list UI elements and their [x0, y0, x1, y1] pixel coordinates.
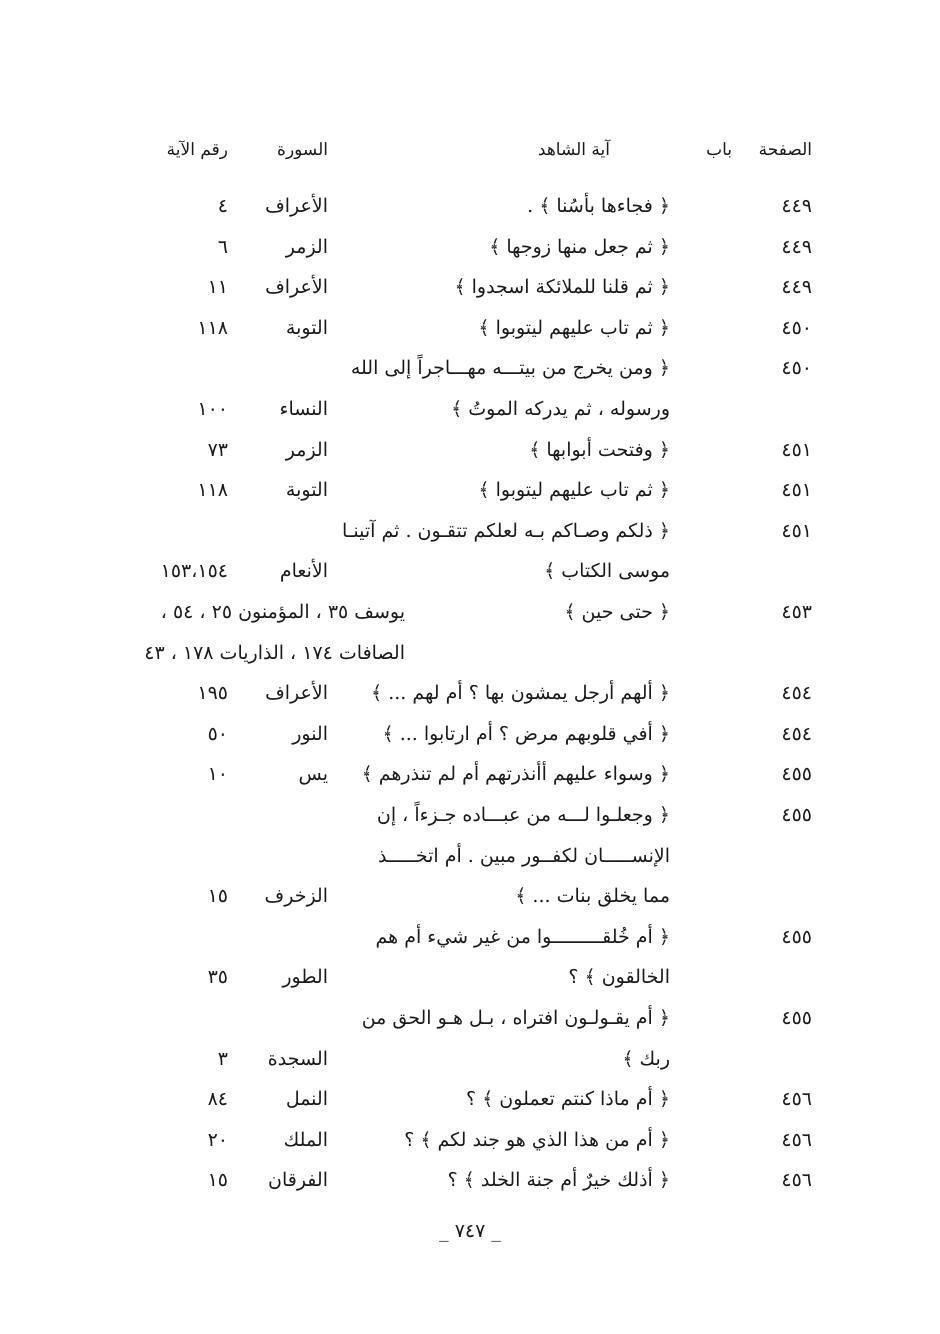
page-number: _ ٧٤٧ _ — [439, 1220, 501, 1242]
row-surah: الأعراف — [265, 682, 328, 704]
row-page: ٤٤٩ — [781, 276, 812, 298]
row-page: ٤٥٦ — [781, 1129, 812, 1151]
row-ayah-number: ١٠ — [207, 763, 228, 785]
header-page: الصفحة — [758, 140, 812, 160]
row-page: ٤٥٦ — [781, 1088, 812, 1110]
row-verse: ﴿ أم خُلقـــــــــوا من غير شيء أم هم — [375, 926, 670, 948]
header-ayah-number: رقم الآية — [166, 140, 228, 160]
row-surah: الأعراف — [265, 276, 328, 298]
row-surah-list: يوسف ٣٥ ، المؤمنون ٢٥ ، ٥٤ ، — [160, 601, 405, 623]
row-page: ٤٥٥ — [781, 763, 812, 785]
row-surah: الزخرف — [264, 885, 328, 907]
row-surah: التوبة — [285, 317, 328, 339]
row-verse: ﴿ أم ماذا كنتم تعملون ﴾ ؟ — [466, 1088, 670, 1110]
row-verse: ﴿ وجعلـوا لـــه من عبـــاده جـزءاً ، إن — [376, 804, 670, 826]
header-surah: السورة — [277, 140, 328, 160]
row-surah: التوبة — [285, 479, 328, 501]
row-verse: ﴿ وسواء عليهم أأنذرتهم أم لم تنذرهم ﴾ — [361, 763, 670, 785]
row-ayah-number: ٣ — [217, 1048, 228, 1070]
row-surah: يس — [298, 763, 328, 785]
row-ayah-number: ١٩٥ — [197, 682, 228, 704]
row-ayah-number: ١١٨ — [197, 317, 228, 339]
row-surah: الطور — [282, 966, 328, 988]
row-verse: ﴿ ومن يخرج من بيتـــه مهـــاجراً إلى الله — [350, 357, 670, 379]
row-verse: ﴿ ثم قلنا للملائكة اسجدوا ﴾ — [454, 276, 670, 298]
row-ayah-number: ٣٥ — [207, 966, 228, 988]
row-surah: الفرقان — [268, 1169, 328, 1191]
row-ayah-number: ١٠٠ — [197, 398, 228, 420]
row-ayah-number: ٤ — [217, 195, 228, 217]
row-page: ٤٤٩ — [781, 236, 812, 258]
row-surah: السجدة — [267, 1048, 328, 1070]
row-verse: الخالقون ﴾ ؟ — [568, 966, 670, 988]
row-surah: الزمر — [285, 439, 328, 461]
row-page: ٤٥٠ — [781, 317, 812, 339]
row-page: ٤٥٥ — [781, 926, 812, 948]
row-ayah-number: ٦ — [217, 236, 228, 258]
row-ayah-number: ١١ — [207, 276, 228, 298]
row-verse: مما يخلق بنات ... ﴾ — [515, 885, 670, 907]
row-ayah-number: ٨٤ — [207, 1088, 228, 1110]
row-verse: ﴿ أذلك خيرٌ أم جنة الخلد ﴾ ؟ — [447, 1169, 670, 1191]
row-verse: ﴿ ثم جعل منها زوجها ﴾ — [489, 236, 670, 258]
row-ayah-number: ١١٨ — [197, 479, 228, 501]
row-verse: ﴿ حتى حين ﴾ — [564, 601, 670, 623]
row-ayah-number: ٥٠ — [207, 723, 228, 745]
row-surah: الزمر — [285, 236, 328, 258]
row-page: ٤٥٦ — [781, 1169, 812, 1191]
row-surah: النور — [292, 723, 328, 745]
row-page: ٤٥١ — [781, 520, 812, 542]
row-verse: ورسوله ، ثم يدركه الموتُ ﴾ — [451, 398, 670, 420]
row-page: ٤٥٤ — [781, 723, 812, 745]
row-page: ٤٥٤ — [781, 682, 812, 704]
row-verse: ﴿ أم يقـولـون افتراه ، بـل هـو الحق من — [361, 1007, 670, 1029]
row-surah: الملك — [283, 1129, 328, 1151]
header-chapter: باب — [706, 140, 732, 160]
row-page: ٤٥١ — [781, 439, 812, 461]
row-page: ٤٤٩ — [781, 195, 812, 217]
row-verse: ﴿ أم من هذا الذي هو جند لكم ﴾ ؟ — [404, 1129, 670, 1151]
row-verse: ﴿ وفتحت أبوابها ﴾ — [529, 439, 670, 461]
header-verse: آية الشاهد — [537, 140, 610, 160]
row-page: ٤٥٥ — [781, 1007, 812, 1029]
row-verse: ربك ﴾ — [622, 1048, 670, 1070]
row-ayah-number: ١٥٣،١٥٤ — [160, 560, 228, 582]
row-surah: النساء — [279, 398, 328, 420]
row-verse: ﴿ ثم تاب عليهم ليتوبوا ﴾ — [478, 317, 670, 339]
row-ayah-number: ٢٠ — [207, 1129, 228, 1151]
row-surah: النمل — [285, 1088, 328, 1110]
row-page: ٤٥٠ — [781, 357, 812, 379]
row-verse: ﴿ ألهم أرجل يمشون بها ؟ أم لهم ... ﴾ — [371, 682, 670, 704]
row-verse: ﴿ فجاءها بأسُنا ﴾ . — [527, 195, 670, 217]
row-verse: ﴿ ثم تاب عليهم ليتوبوا ﴾ — [478, 479, 670, 501]
row-verse: موسى الكتاب ﴾ — [544, 560, 670, 582]
row-verse: ﴿ ذلكم وصـاكم بـه لعلكم تتقـون . ثم آتينـا — [342, 520, 670, 542]
row-surah-list: الصافات ١٧٤ ، الذاريات ١٧٨ ، ٤٣ — [144, 642, 405, 664]
row-verse: ﴿ أفي قلوبهم مرض ؟ أم ارتابوا ... ﴾ — [382, 723, 670, 745]
row-ayah-number: ١٥ — [207, 1169, 228, 1191]
row-page: ٤٥١ — [781, 479, 812, 501]
row-page: ٤٥٥ — [781, 804, 812, 826]
row-ayah-number: ٧٣ — [207, 439, 228, 461]
row-page: ٤٥٣ — [781, 601, 812, 623]
row-surah: الأنعام — [279, 560, 328, 582]
row-verse: الإنســـــان لكفــور مبين . أم اتخـــــذ — [378, 845, 670, 867]
row-surah: الأعراف — [265, 195, 328, 217]
row-ayah-number: ١٥ — [207, 885, 228, 907]
